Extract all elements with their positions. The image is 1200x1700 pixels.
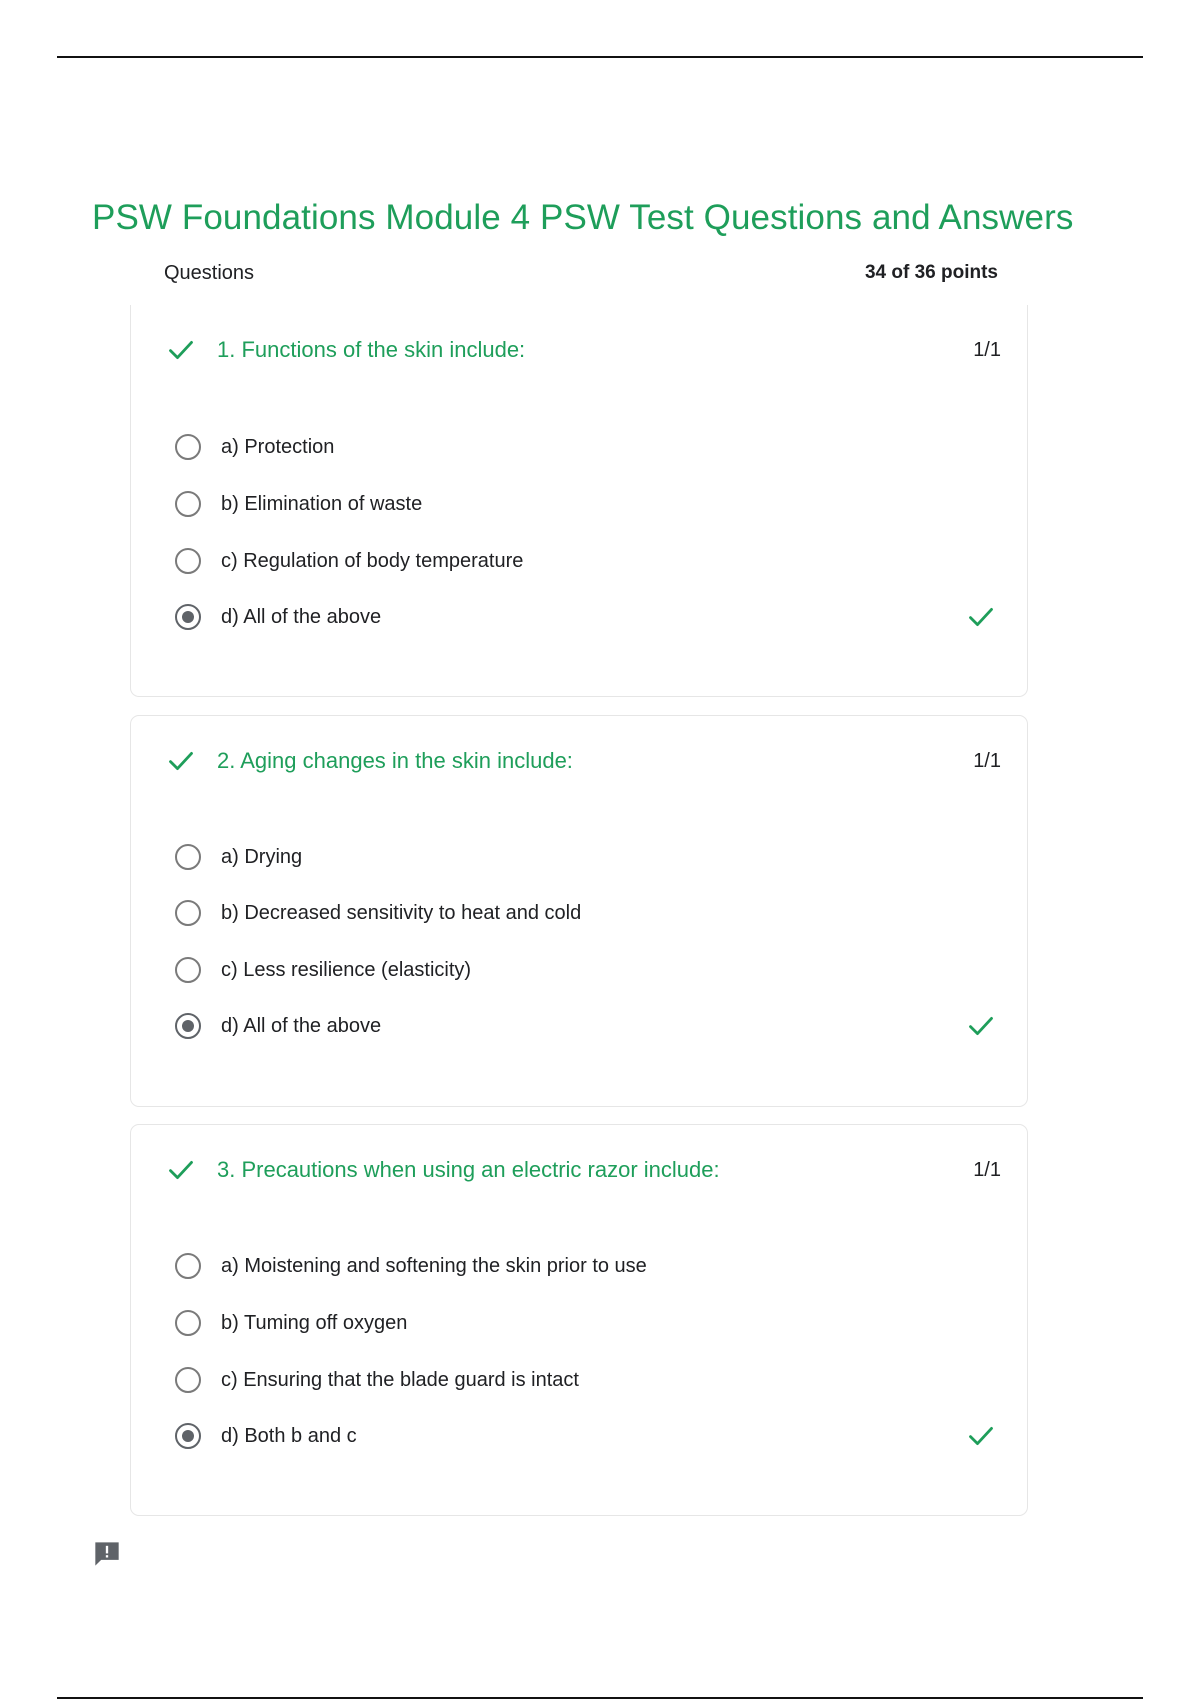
answer-option-d[interactable] <box>175 1419 995 1455</box>
radio-button[interactable] <box>175 900 201 926</box>
bottom-rule <box>57 1697 1143 1699</box>
option-label: d) All of the above <box>221 606 382 628</box>
radio-button-selected[interactable] <box>175 1013 201 1039</box>
top-rule <box>57 56 1143 58</box>
radio-button[interactable] <box>175 1367 201 1393</box>
check-icon <box>167 336 195 364</box>
answer-option-c[interactable] <box>175 1363 995 1399</box>
option-label: d) All of the above <box>221 1015 382 1037</box>
answer-option-a[interactable] <box>175 430 995 466</box>
question-card-3 <box>130 1124 1028 1516</box>
correct-check-icon <box>967 1422 995 1450</box>
question-header <box>167 1153 1001 1187</box>
question-points: 1/1 <box>973 339 1001 361</box>
option-label: a) Drying <box>221 846 303 868</box>
answer-option-c[interactable] <box>175 544 995 580</box>
check-icon <box>167 747 195 775</box>
check-icon <box>167 1156 195 1184</box>
question-text: 1. Functions of the skin include: <box>217 337 526 362</box>
correct-check-icon <box>967 1012 995 1040</box>
question-text: 2. Aging changes in the skin include: <box>217 748 573 773</box>
answer-option-c[interactable] <box>175 953 995 989</box>
option-label: a) Moistening and softening the skin prior to use <box>221 1255 647 1277</box>
correct-check-icon <box>967 603 995 631</box>
radio-button[interactable] <box>175 1253 201 1279</box>
radio-button-selected[interactable] <box>175 604 201 630</box>
question-points: 1/1 <box>973 1159 1001 1181</box>
section-label: Questions <box>164 262 255 284</box>
radio-button[interactable] <box>175 434 201 460</box>
question-points: 1/1 <box>973 750 1001 772</box>
total-score: 34 of 36 points <box>864 262 998 283</box>
option-label: d) Both b and c <box>221 1425 357 1447</box>
section-header <box>164 258 998 288</box>
option-label: b) Decreased sensitivity to heat and cold <box>221 902 582 924</box>
question-card-2 <box>130 715 1028 1107</box>
answer-option-d[interactable] <box>175 600 995 636</box>
question-text: 3. Precautions when using an electric razor include: <box>217 1157 720 1182</box>
question-header <box>167 333 1001 367</box>
answer-option-b[interactable] <box>175 1306 995 1342</box>
answer-option-b[interactable] <box>175 896 995 932</box>
radio-button[interactable] <box>175 1310 201 1336</box>
report-feedback-icon[interactable] <box>93 1540 121 1568</box>
question-card-1 <box>130 305 1028 697</box>
radio-button-selected[interactable] <box>175 1423 201 1449</box>
option-label: c) Less resilience (elasticity) <box>221 959 472 981</box>
option-label: c) Ensuring that the blade guard is intact <box>221 1369 579 1391</box>
answer-option-a[interactable] <box>175 1249 995 1285</box>
option-label: b) Elimination of waste <box>221 493 423 515</box>
radio-button[interactable] <box>175 844 201 870</box>
page-title: PSW Foundations Module 4 PSW Test Questions and Answers <box>92 198 1074 237</box>
option-label: a) Protection <box>221 436 335 458</box>
radio-button[interactable] <box>175 548 201 574</box>
option-label: c) Regulation of body temperature <box>221 550 524 572</box>
answer-option-d[interactable] <box>175 1009 995 1045</box>
radio-button[interactable] <box>175 491 201 517</box>
option-label: b) Tuming off oxygen <box>221 1312 408 1334</box>
radio-button[interactable] <box>175 957 201 983</box>
answer-option-b[interactable] <box>175 487 995 523</box>
answer-option-a[interactable] <box>175 840 995 876</box>
question-header <box>167 744 1001 778</box>
